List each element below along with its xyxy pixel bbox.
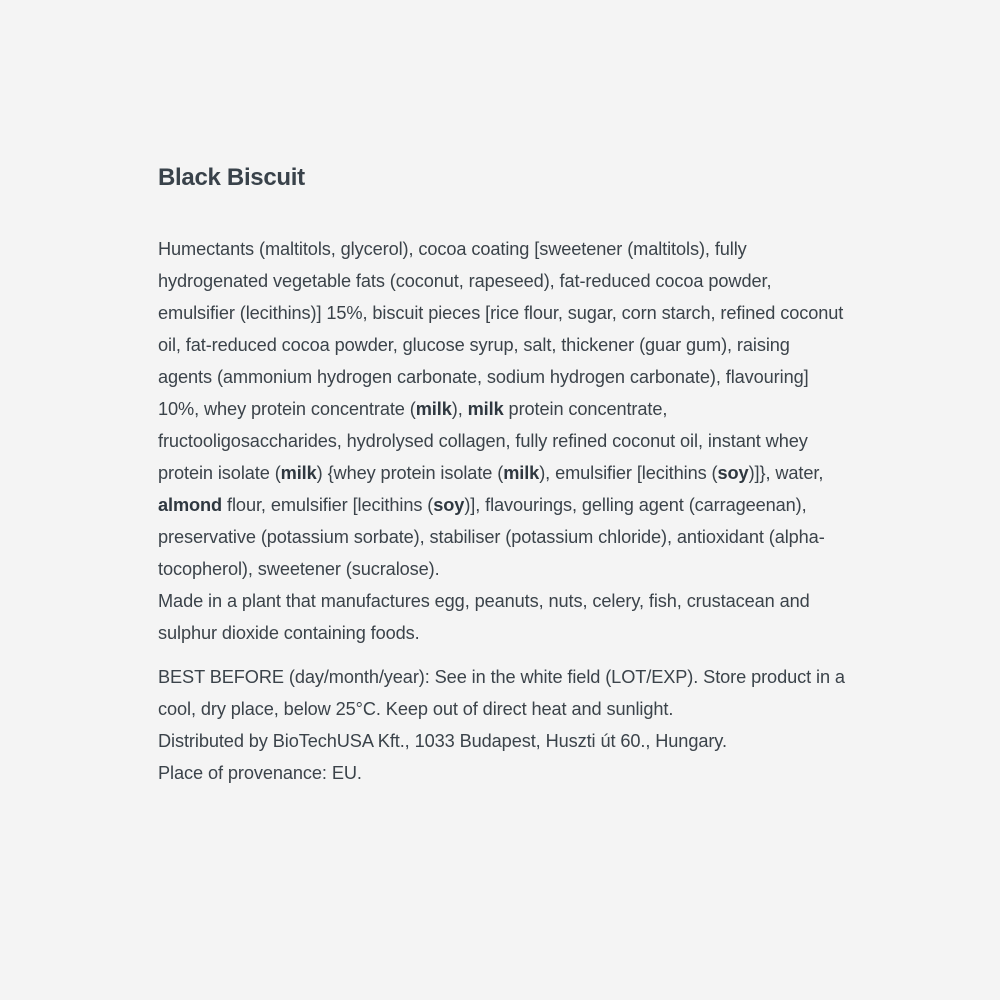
ingredient-text: protein concentrate, fructooligosaccharides, hydrolysed collagen, fully refined coconut oil, instant whey protein isolate ( [158,399,808,483]
allergen-highlight: milk [280,463,317,483]
product-title: Black Biscuit [158,164,305,191]
ingredient-text: ), emulsifier [lecithins ( [539,463,718,483]
product-info-panel [158,162,848,789]
storage-instructions: BEST BEFORE (day/month/year): See in the white field (LOT/EXP). Store product in a cool, dry place, below 25°C. Keep out of direct heat and sunlight. [158,667,845,719]
distributor-info: Distributed by BioTechUSA Kft., 1033 Budapest, Huszti út 60., Hungary. [158,731,727,751]
allergen-note: Made in a plant that manufactures egg, peanuts, nuts, celery, fish, crustacean and sulphur dioxide containing foods. [158,591,810,643]
allergen-highlight: soy [717,463,749,483]
ingredient-text: flour, emulsifier [lecithins ( [222,495,434,515]
ingredients-list [158,233,848,585]
allergen-highlight: milk [467,399,504,419]
ingredient-text: Humectants (maltitols, glycerol), cocoa coating [sweetener (maltitols), fully hydrogenated vegetable fats (coconut, rapeseed), fat-reduced cocoa powder, emulsifier (lecithins)] 15%, biscuit pieces [rice flour, sugar, corn starch, refined coconut oil, fat-reduced cocoa powder, glucose syrup, salt, thickener (guar gum), raising agents (ammonium hydrogen carbonate, sodium hydrogen carbonate), flavouring] 10%, whey protein concentrate ( [158,239,844,419]
ingredient-text: ) {whey protein isolate ( [316,463,504,483]
allergen-highlight: milk [415,399,452,419]
ingredient-text: )], flavourings, gelling agent (carrageenan), preservative (potassium sorbate), stabiliser (potassium chloride), antioxidant (alpha-tocopherol), sweetener (sucralose). [158,495,825,579]
provenance-info: Place of provenance: EU. [158,763,362,783]
ingredient-text: ), [451,399,468,419]
allergen-highlight: soy [433,495,465,515]
allergen-highlight: almond [158,495,223,515]
allergen-highlight: milk [503,463,540,483]
ingredient-text: )]}, water, [748,463,824,483]
